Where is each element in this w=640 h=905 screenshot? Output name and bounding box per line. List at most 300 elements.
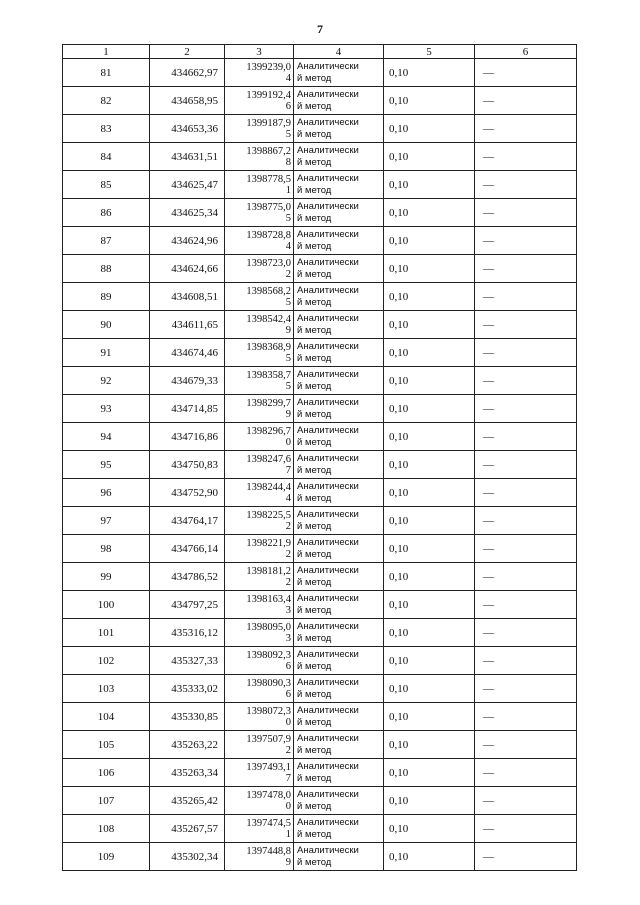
- point-number-cell: 85: [63, 171, 150, 199]
- point-number-cell: 86: [63, 199, 150, 227]
- method-line-1: Аналитически: [297, 172, 359, 184]
- y-coordinate-part-1: 1398775,0: [246, 201, 291, 213]
- method-cell: [294, 535, 384, 563]
- accuracy-cell: 0,10: [384, 787, 475, 815]
- method-cell: [294, 395, 384, 423]
- note-cell: —: [475, 843, 577, 871]
- accuracy-cell: 0,10: [384, 563, 475, 591]
- point-number-cell: 87: [63, 227, 150, 255]
- method-line-1: Аналитически: [297, 88, 359, 100]
- y-coordinate-part-2: 4: [285, 240, 291, 252]
- y-coordinate-part-2: 6: [285, 100, 291, 112]
- y-coordinate-cell: [225, 535, 294, 563]
- method-line-1: Аналитически: [297, 648, 359, 660]
- y-coordinate-cell: [225, 759, 294, 787]
- table-row: [63, 59, 577, 87]
- x-coordinate-cell: 434608,51: [150, 283, 225, 311]
- y-coordinate-part-1: 1398090,3: [246, 677, 291, 689]
- method-cell: [294, 759, 384, 787]
- accuracy-cell: 0,10: [384, 255, 475, 283]
- y-coordinate-cell: [225, 115, 294, 143]
- accuracy-cell: 0,10: [384, 731, 475, 759]
- method-cell: [294, 451, 384, 479]
- point-number-cell: 88: [63, 255, 150, 283]
- method-line-1: Аналитически: [297, 788, 359, 800]
- method-line-2: й метод: [297, 240, 332, 252]
- method-line-2: й метод: [297, 100, 332, 112]
- x-coordinate-cell: 435327,33: [150, 647, 225, 675]
- method-line-2: й метод: [297, 296, 332, 308]
- method-line-1: Аналитически: [297, 60, 359, 72]
- accuracy-cell: 0,10: [384, 199, 475, 227]
- method-cell: [294, 199, 384, 227]
- note-cell: —: [475, 703, 577, 731]
- accuracy-cell: 0,10: [384, 759, 475, 787]
- note-cell: —: [475, 815, 577, 843]
- method-cell: [294, 59, 384, 87]
- method-cell: [294, 843, 384, 871]
- x-coordinate-cell: 435330,85: [150, 703, 225, 731]
- y-coordinate-cell: [225, 171, 294, 199]
- method-line-2: й метод: [297, 800, 332, 812]
- point-number-cell: 94: [63, 423, 150, 451]
- note-cell: —: [475, 731, 577, 759]
- method-cell: [294, 647, 384, 675]
- x-coordinate-cell: 435333,02: [150, 675, 225, 703]
- point-number-cell: 105: [63, 731, 150, 759]
- x-coordinate-cell: 434679,33: [150, 367, 225, 395]
- y-coordinate-cell: [225, 507, 294, 535]
- note-cell: —: [475, 535, 577, 563]
- y-coordinate-part-1: 1398225,5: [246, 509, 291, 521]
- x-coordinate-cell: 434631,51: [150, 143, 225, 171]
- note-cell: —: [475, 451, 577, 479]
- method-cell: [294, 507, 384, 535]
- y-coordinate-part-1: 1398358,7: [246, 369, 291, 381]
- y-coordinate-part-1: 1398299,7: [246, 397, 291, 409]
- point-number-cell: 83: [63, 115, 150, 143]
- method-line-2: й метод: [297, 828, 332, 840]
- accuracy-cell: 0,10: [384, 59, 475, 87]
- table-row: [63, 759, 577, 787]
- method-line-2: й метод: [297, 604, 332, 616]
- note-cell: —: [475, 199, 577, 227]
- x-coordinate-cell: 434653,36: [150, 115, 225, 143]
- method-cell: [294, 255, 384, 283]
- table-row: [63, 451, 577, 479]
- table-header: [63, 45, 577, 59]
- method-line-2: й метод: [297, 72, 332, 84]
- method-line-2: й метод: [297, 520, 332, 532]
- note-cell: —: [475, 759, 577, 787]
- method-cell: [294, 675, 384, 703]
- accuracy-cell: 0,10: [384, 143, 475, 171]
- table-row: [63, 199, 577, 227]
- y-coordinate-cell: [225, 647, 294, 675]
- method-cell: [294, 367, 384, 395]
- accuracy-cell: 0,10: [384, 703, 475, 731]
- x-coordinate-cell: 434797,25: [150, 591, 225, 619]
- y-coordinate-cell: [225, 787, 294, 815]
- x-coordinate-cell: 434766,14: [150, 535, 225, 563]
- method-cell: [294, 563, 384, 591]
- method-line-2: й метод: [297, 184, 332, 196]
- point-number-cell: 82: [63, 87, 150, 115]
- method-line-2: й метод: [297, 716, 332, 728]
- y-coordinate-part-2: 5: [285, 380, 291, 392]
- y-coordinate-part-1: 1398368,9: [246, 341, 291, 353]
- table-row: [63, 843, 577, 871]
- table-row: [63, 255, 577, 283]
- accuracy-cell: 0,10: [384, 815, 475, 843]
- y-coordinate-part-2: 7: [285, 772, 291, 784]
- y-coordinate-part-2: 5: [285, 296, 291, 308]
- point-number-cell: 95: [63, 451, 150, 479]
- method-line-1: Аналитически: [297, 732, 359, 744]
- note-cell: —: [475, 255, 577, 283]
- y-coordinate-part-1: 1398542,4: [246, 313, 291, 325]
- accuracy-cell: 0,10: [384, 423, 475, 451]
- method-line-2: й метод: [297, 380, 332, 392]
- y-coordinate-cell: [225, 843, 294, 871]
- note-cell: —: [475, 647, 577, 675]
- y-coordinate-cell: [225, 367, 294, 395]
- x-coordinate-cell: 434786,52: [150, 563, 225, 591]
- method-line-2: й метод: [297, 212, 332, 224]
- accuracy-cell: 0,10: [384, 115, 475, 143]
- method-line-1: Аналитически: [297, 368, 359, 380]
- note-cell: —: [475, 591, 577, 619]
- method-line-1: Аналитически: [297, 116, 359, 128]
- x-coordinate-cell: 434752,90: [150, 479, 225, 507]
- x-coordinate-cell: 435263,22: [150, 731, 225, 759]
- point-number-cell: 106: [63, 759, 150, 787]
- note-cell: —: [475, 227, 577, 255]
- table-row: [63, 815, 577, 843]
- y-coordinate-cell: [225, 675, 294, 703]
- method-line-1: Аналитически: [297, 256, 359, 268]
- method-line-2: й метод: [297, 156, 332, 168]
- table-row: [63, 675, 577, 703]
- method-cell: [294, 115, 384, 143]
- y-coordinate-part-1: 1398296,7: [246, 425, 291, 437]
- method-cell: [294, 283, 384, 311]
- y-coordinate-part-2: 1: [285, 828, 291, 840]
- note-cell: —: [475, 115, 577, 143]
- y-coordinate-part-1: 1398163,4: [246, 593, 291, 605]
- accuracy-cell: 0,10: [384, 339, 475, 367]
- y-coordinate-part-2: 5: [285, 128, 291, 140]
- x-coordinate-cell: 434624,66: [150, 255, 225, 283]
- y-coordinate-part-1: 1397507,9: [246, 733, 291, 745]
- method-line-2: й метод: [297, 464, 332, 476]
- header-cell-5: 5: [384, 45, 475, 59]
- y-coordinate-part-2: 4: [285, 492, 291, 504]
- y-coordinate-part-2: 0: [285, 436, 291, 448]
- y-coordinate-cell: [225, 815, 294, 843]
- point-number-cell: 91: [63, 339, 150, 367]
- point-number-cell: 101: [63, 619, 150, 647]
- y-coordinate-part-2: 2: [285, 576, 291, 588]
- y-coordinate-part-1: 1397478,0: [246, 789, 291, 801]
- point-number-cell: 97: [63, 507, 150, 535]
- accuracy-cell: 0,10: [384, 311, 475, 339]
- point-number-cell: 96: [63, 479, 150, 507]
- y-coordinate-part-2: 9: [285, 856, 291, 868]
- point-number-cell: 90: [63, 311, 150, 339]
- point-number-cell: 107: [63, 787, 150, 815]
- x-coordinate-cell: 434624,96: [150, 227, 225, 255]
- method-cell: [294, 619, 384, 647]
- note-cell: —: [475, 507, 577, 535]
- point-number-cell: 98: [63, 535, 150, 563]
- y-coordinate-part-1: 1398723,0: [246, 257, 291, 269]
- method-line-1: Аналитически: [297, 228, 359, 240]
- accuracy-cell: 0,10: [384, 87, 475, 115]
- point-number-cell: 108: [63, 815, 150, 843]
- note-cell: —: [475, 143, 577, 171]
- y-coordinate-cell: [225, 451, 294, 479]
- note-cell: —: [475, 339, 577, 367]
- table-row: [63, 591, 577, 619]
- y-coordinate-cell: [225, 731, 294, 759]
- accuracy-cell: 0,10: [384, 395, 475, 423]
- table-row: [63, 787, 577, 815]
- method-line-2: й метод: [297, 856, 332, 868]
- y-coordinate-part-1: 1398072,3: [246, 705, 291, 717]
- x-coordinate-cell: 435302,34: [150, 843, 225, 871]
- point-number-cell: 100: [63, 591, 150, 619]
- y-coordinate-cell: [225, 703, 294, 731]
- y-coordinate-part-2: 6: [285, 660, 291, 672]
- table-row: [63, 283, 577, 311]
- method-line-2: й метод: [297, 492, 332, 504]
- x-coordinate-cell: 434662,97: [150, 59, 225, 87]
- y-coordinate-part-1: 1398867,2: [246, 145, 291, 157]
- x-coordinate-cell: 434658,95: [150, 87, 225, 115]
- method-line-2: й метод: [297, 408, 332, 420]
- y-coordinate-part-2: 8: [285, 156, 291, 168]
- table-row: [63, 143, 577, 171]
- method-line-1: Аналитически: [297, 620, 359, 632]
- method-cell: [294, 815, 384, 843]
- accuracy-cell: 0,10: [384, 227, 475, 255]
- method-cell: [294, 171, 384, 199]
- x-coordinate-cell: 434674,46: [150, 339, 225, 367]
- point-number-cell: 109: [63, 843, 150, 871]
- point-number-cell: 92: [63, 367, 150, 395]
- y-coordinate-part-1: 1399187,9: [246, 117, 291, 129]
- accuracy-cell: 0,10: [384, 507, 475, 535]
- y-coordinate-part-1: 1398095,0: [246, 621, 291, 633]
- accuracy-cell: 0,10: [384, 479, 475, 507]
- y-coordinate-cell: [225, 619, 294, 647]
- y-coordinate-part-2: 2: [285, 744, 291, 756]
- method-cell: [294, 87, 384, 115]
- table-row: [63, 339, 577, 367]
- y-coordinate-part-2: 1: [285, 184, 291, 196]
- method-cell: [294, 227, 384, 255]
- y-coordinate-cell: [225, 143, 294, 171]
- y-coordinate-part-2: 2: [285, 268, 291, 280]
- y-coordinate-part-2: 2: [285, 520, 291, 532]
- header-cell-2: 2: [150, 45, 225, 59]
- point-number-cell: 102: [63, 647, 150, 675]
- table-row: [63, 423, 577, 451]
- accuracy-cell: 0,10: [384, 843, 475, 871]
- y-coordinate-part-2: 3: [285, 632, 291, 644]
- y-coordinate-cell: [225, 479, 294, 507]
- accuracy-cell: 0,10: [384, 619, 475, 647]
- header-cell-6: 6: [475, 45, 577, 59]
- method-line-1: Аналитически: [297, 396, 359, 408]
- method-line-2: й метод: [297, 632, 332, 644]
- x-coordinate-cell: 435265,42: [150, 787, 225, 815]
- accuracy-cell: 0,10: [384, 283, 475, 311]
- accuracy-cell: 0,10: [384, 675, 475, 703]
- header-cell-1: 1: [63, 45, 150, 59]
- y-coordinate-cell: [225, 423, 294, 451]
- y-coordinate-part-2: 5: [285, 212, 291, 224]
- accuracy-cell: 0,10: [384, 647, 475, 675]
- table-row: [63, 507, 577, 535]
- y-coordinate-part-1: 1398221,9: [246, 537, 291, 549]
- y-coordinate-part-2: 2: [285, 548, 291, 560]
- table-row: [63, 535, 577, 563]
- page-number: 7: [317, 22, 323, 36]
- method-line-2: й метод: [297, 576, 332, 588]
- method-line-1: Аналитически: [297, 452, 359, 464]
- x-coordinate-cell: 434611,65: [150, 311, 225, 339]
- y-coordinate-part-1: 1399192,4: [246, 89, 291, 101]
- x-coordinate-cell: 434625,47: [150, 171, 225, 199]
- y-coordinate-part-1: 1398092,3: [246, 649, 291, 661]
- point-number-cell: 103: [63, 675, 150, 703]
- y-coordinate-cell: [225, 311, 294, 339]
- method-cell: [294, 423, 384, 451]
- method-line-1: Аналитически: [297, 760, 359, 772]
- method-line-2: й метод: [297, 268, 332, 280]
- table-row: [63, 115, 577, 143]
- header-row: [63, 45, 577, 59]
- y-coordinate-part-1: 1398247,6: [246, 453, 291, 465]
- y-coordinate-part-1: 1399239,0: [246, 61, 291, 73]
- table-row: [63, 731, 577, 759]
- note-cell: —: [475, 675, 577, 703]
- method-line-2: й метод: [297, 352, 332, 364]
- note-cell: —: [475, 423, 577, 451]
- method-line-1: Аналитически: [297, 144, 359, 156]
- y-coordinate-part-1: 1398244,4: [246, 481, 291, 493]
- y-coordinate-cell: [225, 283, 294, 311]
- method-line-1: Аналитически: [297, 676, 359, 688]
- y-coordinate-part-1: 1398181,2: [246, 565, 291, 577]
- y-coordinate-cell: [225, 59, 294, 87]
- accuracy-cell: 0,10: [384, 367, 475, 395]
- x-coordinate-cell: 434714,85: [150, 395, 225, 423]
- method-line-1: Аналитически: [297, 816, 359, 828]
- y-coordinate-part-2: 0: [285, 800, 291, 812]
- method-line-1: Аналитически: [297, 704, 359, 716]
- point-number-cell: 93: [63, 395, 150, 423]
- note-cell: —: [475, 787, 577, 815]
- y-coordinate-cell: [225, 199, 294, 227]
- method-cell: [294, 311, 384, 339]
- y-coordinate-part-2: 9: [285, 324, 291, 336]
- y-coordinate-part-2: 3: [285, 604, 291, 616]
- method-line-1: Аналитически: [297, 424, 359, 436]
- y-coordinate-part-1: 1398568,2: [246, 285, 291, 297]
- note-cell: —: [475, 311, 577, 339]
- y-coordinate-part-1: 1397474,5: [246, 817, 291, 829]
- y-coordinate-part-1: 1398728,8: [246, 229, 291, 241]
- y-coordinate-part-2: 4: [285, 72, 291, 84]
- accuracy-cell: 0,10: [384, 171, 475, 199]
- point-number-cell: 89: [63, 283, 150, 311]
- header-cell-3: 3: [225, 45, 294, 59]
- table-row: [63, 619, 577, 647]
- x-coordinate-cell: 435267,57: [150, 815, 225, 843]
- point-number-cell: 84: [63, 143, 150, 171]
- coordinates-table: [62, 44, 577, 871]
- y-coordinate-part-2: 5: [285, 352, 291, 364]
- y-coordinate-part-2: 9: [285, 408, 291, 420]
- note-cell: —: [475, 283, 577, 311]
- note-cell: —: [475, 395, 577, 423]
- note-cell: —: [475, 479, 577, 507]
- point-number-cell: 99: [63, 563, 150, 591]
- method-cell: [294, 703, 384, 731]
- table-row: [63, 703, 577, 731]
- y-coordinate-cell: [225, 563, 294, 591]
- y-coordinate-part-2: 7: [285, 464, 291, 476]
- y-coordinate-cell: [225, 339, 294, 367]
- y-coordinate-cell: [225, 395, 294, 423]
- method-line-1: Аналитически: [297, 200, 359, 212]
- method-line-2: й метод: [297, 660, 332, 672]
- accuracy-cell: 0,10: [384, 591, 475, 619]
- table-row: [63, 171, 577, 199]
- method-line-2: й метод: [297, 128, 332, 140]
- table-row: [63, 311, 577, 339]
- method-cell: [294, 787, 384, 815]
- method-line-1: Аналитически: [297, 508, 359, 520]
- method-line-2: й метод: [297, 436, 332, 448]
- y-coordinate-part-1: 1398778,5: [246, 173, 291, 185]
- y-coordinate-part-2: 6: [285, 688, 291, 700]
- y-coordinate-cell: [225, 255, 294, 283]
- y-coordinate-cell: [225, 227, 294, 255]
- x-coordinate-cell: 434750,83: [150, 451, 225, 479]
- note-cell: —: [475, 171, 577, 199]
- method-line-2: й метод: [297, 772, 332, 784]
- method-cell: [294, 591, 384, 619]
- x-coordinate-cell: 435263,34: [150, 759, 225, 787]
- table-row: [63, 87, 577, 115]
- x-coordinate-cell: 435316,12: [150, 619, 225, 647]
- table-body: [63, 59, 577, 871]
- header-cell-4: 4: [294, 45, 384, 59]
- table-row: [63, 395, 577, 423]
- table-row: [63, 647, 577, 675]
- method-line-1: Аналитически: [297, 340, 359, 352]
- method-line-2: й метод: [297, 688, 332, 700]
- y-coordinate-part-1: 1397493,1: [246, 761, 291, 773]
- note-cell: —: [475, 59, 577, 87]
- method-line-2: й метод: [297, 324, 332, 336]
- table-row: [63, 227, 577, 255]
- method-line-1: Аналитически: [297, 536, 359, 548]
